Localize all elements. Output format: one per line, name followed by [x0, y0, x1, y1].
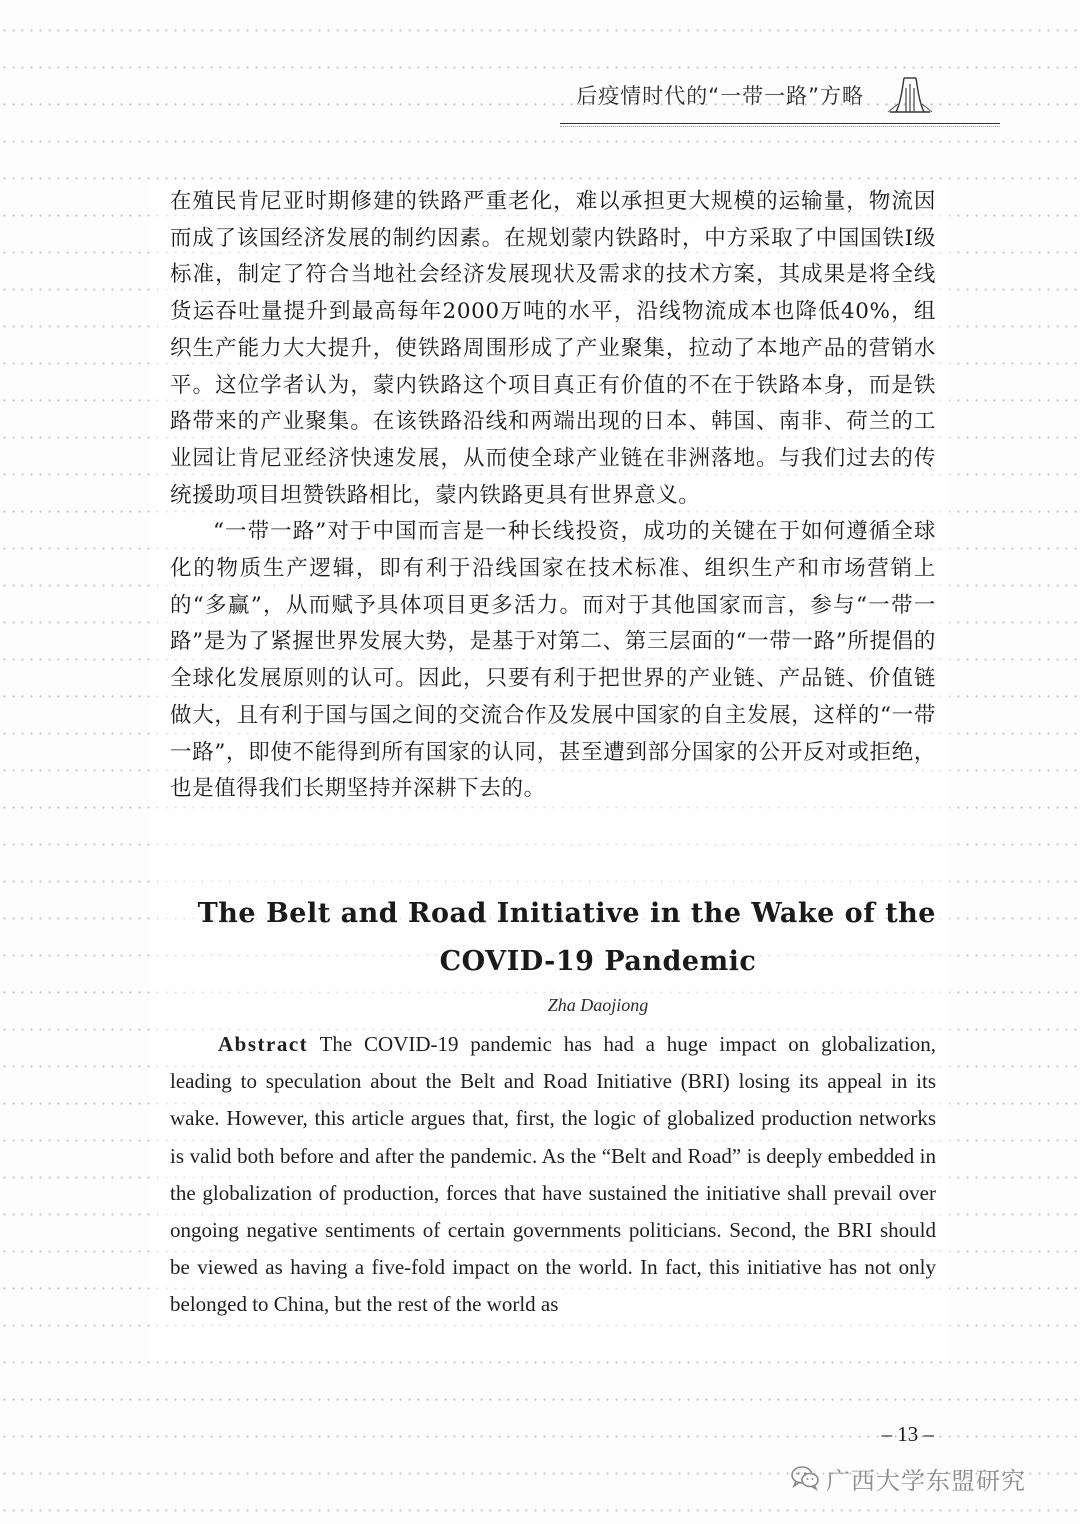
- wechat-icon: [790, 1465, 820, 1491]
- header-rule: [560, 123, 1000, 124]
- running-header-title: 后疫情时代的“一带一路”方略: [576, 84, 864, 108]
- paragraph-conclusion: “一带一路”对于中国而言是一种长线投资，成功的关键在于如何遵循全球化的物质生产逻辑，即有利于沿线国家在技术标准、组织生产和市场营销上的“多赢”，从而赋予具体项目更多活力。而对于其他国家而言，参与“一带一路”是为了紧握世界发展大势，是基于对第二、第三层面的“一带一路”所提倡的全球化发展原则的认可。因此，只要有利于把世界的产业链、产品链、价值链做大，且有利于国与国之间的交流合作及发展中国家的自主发展，这样的“一带一路”，即使不能得到所有国家的认同，甚至遭到部分国家的公开反对或拒绝，也是值得我们长期坚持并深耕下去的。: [170, 519, 936, 802]
- english-article-title: [170, 890, 936, 986]
- title-line-1: The Belt and Road Initiative in the Wake of the: [197, 898, 936, 929]
- abstract-label: Abstract: [218, 1032, 309, 1056]
- page-number: – 13 –: [881, 1422, 934, 1446]
- watermark-text: 广西大学东盟研究: [826, 1466, 1026, 1495]
- author-name: Zha Daojiong: [547, 995, 649, 1015]
- title-line-2: COVID-19 Pandemic: [439, 946, 757, 977]
- english-abstract: [170, 1026, 936, 1324]
- abstract-text: The COVID-19 pandemic has had a huge impact on globalization, leading to speculation about the Belt and Road Initiative (BRI) losing its appeal in its wake. However, this article argues that, first, the logic of globalized production networks is valid both before and after the pandemic. As the “Belt and Road” is deeply embedded in the globalization of production, forces that have sustained the initiative shall prevail over ongoing negative sentiments of certain governments politicians. Second, the BRI should be viewed as having a five-fold impact on the world. In fact, this initiative has not only belonged to China, but the rest of the world as: [170, 1032, 936, 1317]
- paragraph-continuation: 在殖民肯尼亚时期修建的铁路严重老化，难以承担更大规模的运输量，物流因而成了该国经济发展的制约因素。在规划蒙内铁路时，中方采取了中国国铁Ⅰ级标准，制定了符合当地社会经济发展现状及需求的技术方案，其成果是将全线货运吞吐量提升到最高每年2000万吨的水平，沿线物流成本也降低40%，组织生产能力大大提升，使铁路周围形成了产业聚集，拉动了本地产品的营销水平。这位学者认为，蒙内铁路这个项目真正有价值的不在于铁路本身，而是铁路带来的产业聚集。在该铁路沿线和两端出现的日本、韩国、南非、荷兰的工业园让肯尼亚经济快速发展，从而使全球产业链在非洲落地。与我们过去的传统援助项目坦赞铁路相比，蒙内铁路更具有世界意义。: [170, 189, 936, 508]
- chinese-body-text: [170, 184, 936, 808]
- header-rule-shadow: [560, 126, 1000, 127]
- book-series-logo-icon: [884, 74, 936, 114]
- source-watermark: [790, 1463, 1026, 1493]
